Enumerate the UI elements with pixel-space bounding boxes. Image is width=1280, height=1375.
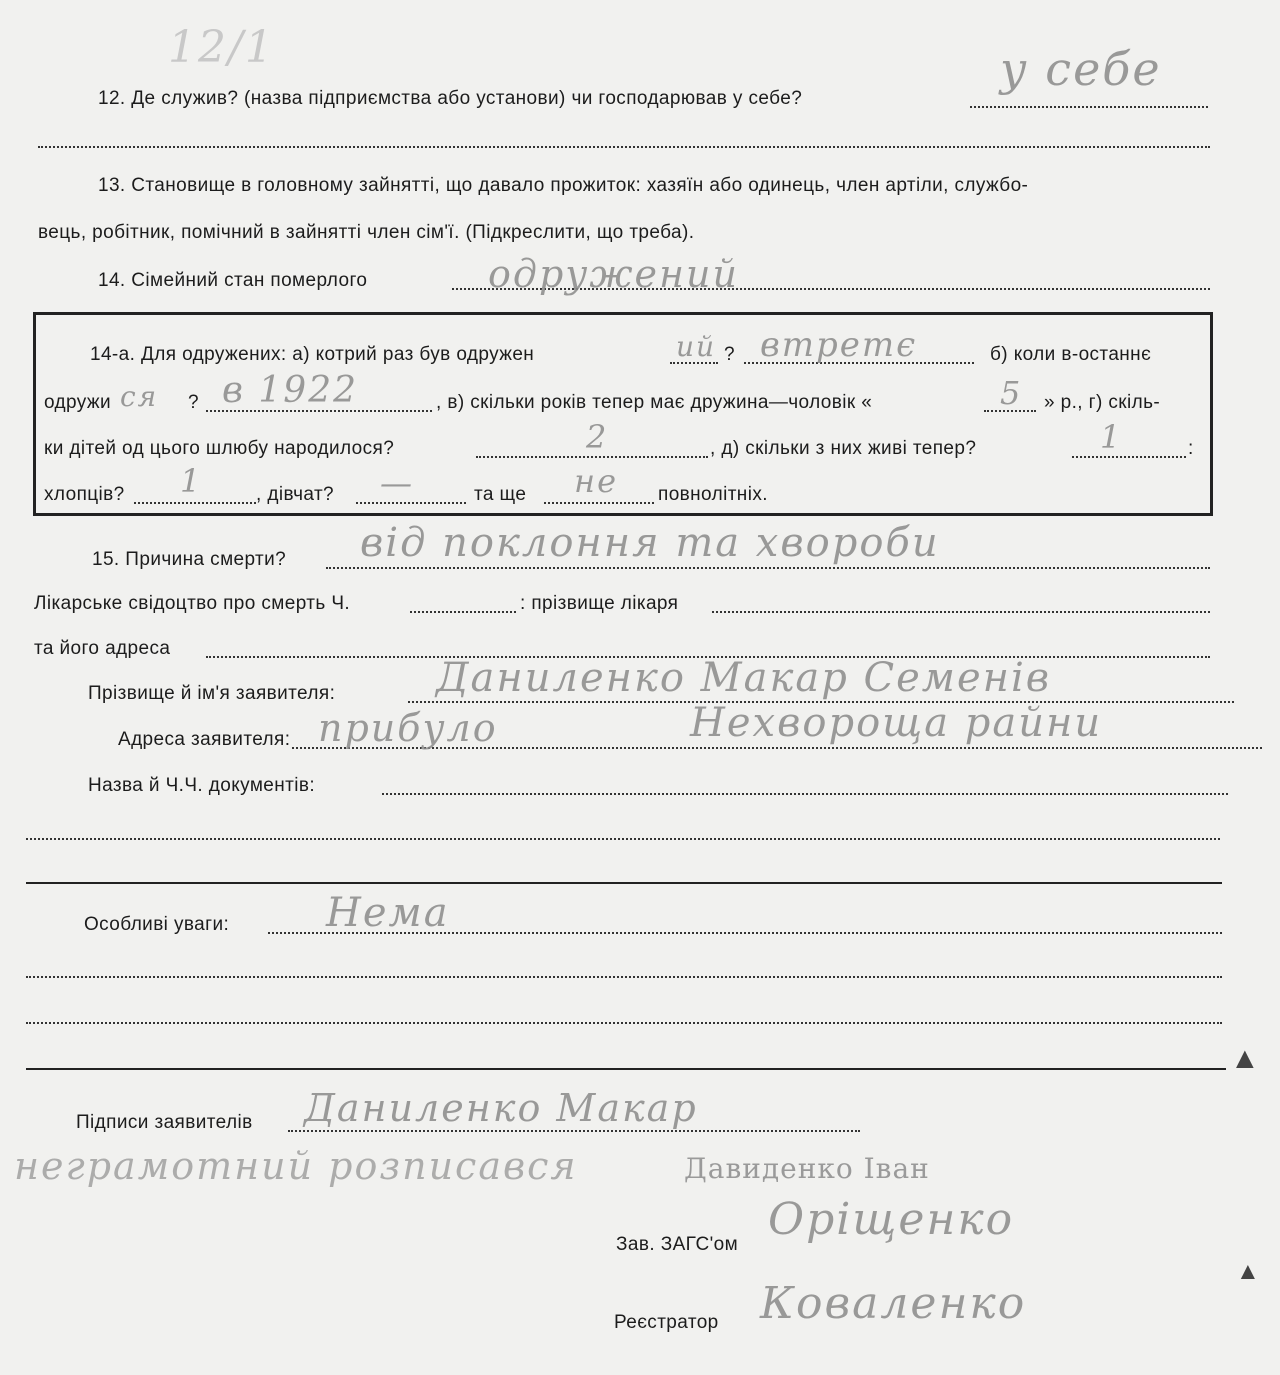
q14a-line4-a: хлопців?: [44, 484, 125, 505]
q13-line1: 13. Становище в головному зайнятті, що давало прожиток: хазяїн або одинець, член артіли, службо-: [98, 175, 1029, 196]
q13-line2: вець, робітник, помічний в зайнятті член сім'ї. (Підкреслити, що треба).: [38, 222, 695, 243]
q14a-line3-dots1: [476, 456, 708, 458]
q14a-line4-d: повнолітніх.: [658, 484, 768, 505]
signature-applicant-2: Давиденко Іван: [684, 1152, 930, 1185]
documents-line: [382, 793, 1228, 795]
ink-blot-mark-2: ▲: [1236, 1258, 1260, 1285]
notes-line-2: [26, 976, 1222, 978]
doctor-number-line: [410, 611, 516, 613]
q14a-line4-b: , дівчат?: [256, 484, 335, 505]
q14a-line4-dots2: [356, 502, 466, 504]
q14a-handwritten-age: 5: [1000, 374, 1023, 412]
section-divider-2: [26, 1068, 1226, 1070]
q14a-handwritten-suffix2: ся: [120, 380, 159, 413]
applicant-address-label: Адреса заявителя:: [118, 729, 291, 750]
q14a-line3-c: :: [1188, 438, 1194, 459]
doctor-label-c: та його адреса: [34, 638, 171, 659]
q12-label: 12. Де служив? (назва підприємства або установи) чи господарював у себе?: [98, 88, 803, 109]
documents-line-2: [26, 838, 1220, 840]
q14a-handwritten-girls: —: [380, 464, 414, 502]
q14a-line1-a: 14-а. Для одружених: а) котрий раз був одружен: [90, 344, 535, 365]
q14a-box: [33, 312, 1213, 516]
zags-head-signature: Оріщенко: [768, 1194, 1015, 1245]
q14a-line3-b: , д) скільки з них живі тепер?: [710, 438, 977, 459]
top-handwritten-mark: 12/1: [168, 22, 275, 73]
registrar-label: Реєстратор: [614, 1312, 719, 1333]
signature-illiterate-note: неграмотний розписався: [14, 1144, 578, 1188]
zags-head-label: Зав. ЗАГС'ом: [616, 1234, 739, 1255]
q14a-line4-c: та ще: [474, 484, 527, 505]
q14a-handwritten-times: втретє: [760, 325, 918, 365]
doctor-label-a: Лікарське свідоцтво про смерть Ч.: [34, 593, 351, 614]
notes-label: Особливі уваги:: [84, 914, 230, 935]
q14-label: 14. Сімейний стан померлого: [98, 270, 368, 291]
notes-line-3: [26, 1022, 1222, 1024]
applicant-name-handwritten: Даниленко Макар Семенів: [436, 655, 1052, 701]
q14-handwritten-answer: одружений: [488, 252, 739, 296]
q15-label: 15. Причина смерти?: [92, 549, 287, 570]
q14a-handwritten-suffix: ий: [676, 330, 717, 363]
q14a-line2-a: одружи: [44, 392, 112, 413]
signatures-label: Підписи заявителів: [76, 1112, 253, 1133]
applicant-address-handwritten-a: прибуло: [318, 706, 498, 750]
q14a-handwritten-adults: не: [574, 462, 619, 500]
q14a-line4-dots1: [134, 502, 256, 504]
q14a-line2-b: ?: [188, 392, 199, 413]
q14a-handwritten-when: в 1922: [222, 370, 359, 411]
applicant-address-handwritten-b: Нехвороща райни: [690, 700, 1103, 746]
q12-answer-line: [970, 106, 1208, 108]
q12-handwritten-answer: у себе: [1000, 42, 1162, 96]
q14a-line1-c: б) коли в-останнє: [990, 344, 1152, 365]
q15-answer-line: [326, 567, 1210, 569]
q14a-handwritten-alive: 1: [1100, 418, 1123, 456]
registrar-signature: Коваленко: [760, 1278, 1027, 1329]
q14a-line1-b: ?: [724, 344, 735, 365]
documents-label: Назва й Ч.Ч. документів:: [88, 775, 316, 796]
q14a-handwritten-boys: 1: [180, 462, 203, 500]
signature-applicant-1: Даниленко Макар: [304, 1086, 698, 1130]
notes-handwritten: Нема: [326, 890, 450, 936]
q15-handwritten-answer: від поклоння та хвороби: [360, 520, 940, 566]
signatures-line: [288, 1130, 860, 1132]
q14a-line4-dots3: [544, 502, 654, 504]
doctor-name-line: [712, 611, 1210, 613]
applicant-name-label: Прізвище й ім'я заявителя:: [88, 683, 336, 704]
q14a-handwritten-born: 2: [586, 418, 609, 456]
ink-blot-mark: ▲: [1230, 1042, 1260, 1075]
q12-continuation-line: [38, 146, 1210, 148]
doctor-label-b: : прізвище лікаря: [520, 593, 679, 614]
q14a-line3-dots2: [1072, 456, 1186, 458]
q14a-line3-a: ки дітей од цього шлюбу народилося?: [44, 438, 395, 459]
section-divider-1: [26, 882, 1222, 884]
q14a-line2-c: , в) скільки років тепер має дружина—чоловік «: [436, 392, 873, 413]
q14a-line2-d: » р., г) скіль-: [1044, 392, 1161, 413]
